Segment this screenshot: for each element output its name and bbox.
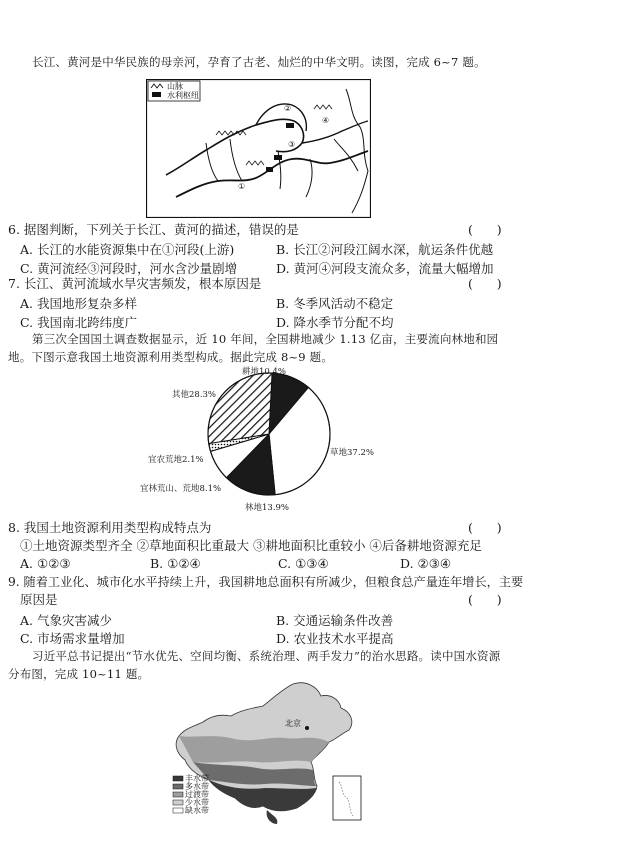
- beijing-label: 北京: [285, 719, 301, 728]
- legend-hydro: 水利枢纽: [167, 91, 199, 100]
- pie-label-wasteland-farm: 宜农荒地2.1%: [148, 455, 204, 465]
- intro-8-9-line1: 第三次全国国土调查数据显示，近 10 年间，全国耕地减少 1.13 亿亩，主要流向林地和园: [32, 332, 499, 346]
- legend-band-1: 丰水带: [185, 774, 209, 783]
- q9-stem-line2: 原因是: [20, 592, 58, 607]
- legend-band-5: 缺水带: [185, 806, 209, 815]
- pie-label-wasteland-forest: 宜林荒山、荒地8.1%: [140, 484, 222, 494]
- q9-option-c[interactable]: C. 市场需求量增加: [20, 631, 125, 646]
- q9-option-a[interactable]: A. 气象灾害减少: [20, 613, 112, 628]
- pie-label-forest: 林地13.9%: [245, 503, 290, 513]
- intro-10-11-line1: 习近平总书记提出“节水优先、空间均衡、系统治理、两手发力”的治水思路。读中国水资源: [32, 649, 501, 663]
- intro-8-9-line2: 地。下图示意我国土地资源利用类型构成。据此完成 8~9 题。: [8, 350, 334, 364]
- q8-stem: 8. 我国土地资源利用类型构成特点为: [8, 520, 212, 535]
- legend-mountain: 山脉: [167, 82, 183, 91]
- marker-3: ③: [288, 140, 296, 149]
- q8-answer-blank[interactable]: ( ): [468, 520, 502, 535]
- q7-option-c[interactable]: C. 我国南北跨纬度广: [20, 315, 138, 330]
- q9-stem: 9. 随着工业化、城市化水平持续上升，我国耕地总面积有所减少，但粮食总产量连年增长，主要: [8, 575, 524, 589]
- marker-1: ①: [238, 182, 246, 191]
- intro-6-7: 长江、黄河是中华民族的母亲河，孕育了古老、灿烂的中华文明。读图，完成 6~7 题。: [32, 55, 486, 69]
- pie-label-farmland: 耕地10.4%: [242, 367, 287, 377]
- land-use-pie-chart: [130, 362, 375, 517]
- q6-answer-blank[interactable]: ( ): [468, 222, 502, 237]
- q6-option-c[interactable]: C. 黄河流经③河段时，河水含沙量剧增: [20, 261, 238, 276]
- q9-answer-blank[interactable]: ( ): [468, 592, 502, 607]
- legend-band-2: 多水带: [185, 782, 209, 791]
- q9-option-d[interactable]: D. 农业技术水平提高: [276, 631, 394, 646]
- china-water-map: [165, 678, 385, 838]
- q7-answer-blank[interactable]: ( ): [468, 276, 502, 291]
- q6-option-d[interactable]: D. 黄河④河段支流众多，流量大幅增加: [276, 261, 494, 276]
- q7-option-b[interactable]: B. 冬季风活动不稳定: [276, 296, 394, 311]
- pie-label-grassland: 草地37.2%: [330, 448, 375, 458]
- intro-10-11-line2: 分布图，完成 10~11 题。: [8, 667, 150, 681]
- q7-stem: 7. 长江、黄河流域水旱灾害频发，根本原因是: [8, 276, 262, 291]
- q6-stem: 6. 据图判断，下列关于长江、黄河的描述，错误的是: [8, 222, 299, 237]
- q6-option-b[interactable]: B. 长江②河段江阔水深，航运条件优越: [276, 242, 494, 257]
- q7-option-a[interactable]: A. 我国地形复杂多样: [20, 296, 137, 311]
- legend-band-3: 过渡带: [185, 790, 209, 799]
- q8-option-d[interactable]: D. ②③④: [400, 556, 452, 571]
- q8-option-c[interactable]: C. ①③④: [278, 556, 329, 571]
- q7-option-d[interactable]: D. 降水季节分配不均: [276, 315, 394, 330]
- q8-option-b[interactable]: B. ①②④: [150, 556, 201, 571]
- pie-slice-5: [208, 373, 272, 444]
- q6-option-a[interactable]: A. 长江的水能资源集中在①河段(上游): [20, 242, 235, 257]
- q8-items: ①土地资源类型齐全 ②草地面积比重最大 ③耕地面积比重较小 ④后备耕地资源充足: [20, 538, 482, 553]
- legend-band-4: 少水带: [185, 798, 209, 807]
- q8-option-a[interactable]: A. ①②③: [20, 556, 71, 571]
- river-map: [146, 79, 371, 218]
- q9-option-b[interactable]: B. 交通运输条件改善: [276, 613, 394, 628]
- marker-4: ④: [322, 116, 330, 125]
- pie-label-other: 其他28.3%: [172, 390, 217, 400]
- marker-2: ②: [284, 104, 292, 113]
